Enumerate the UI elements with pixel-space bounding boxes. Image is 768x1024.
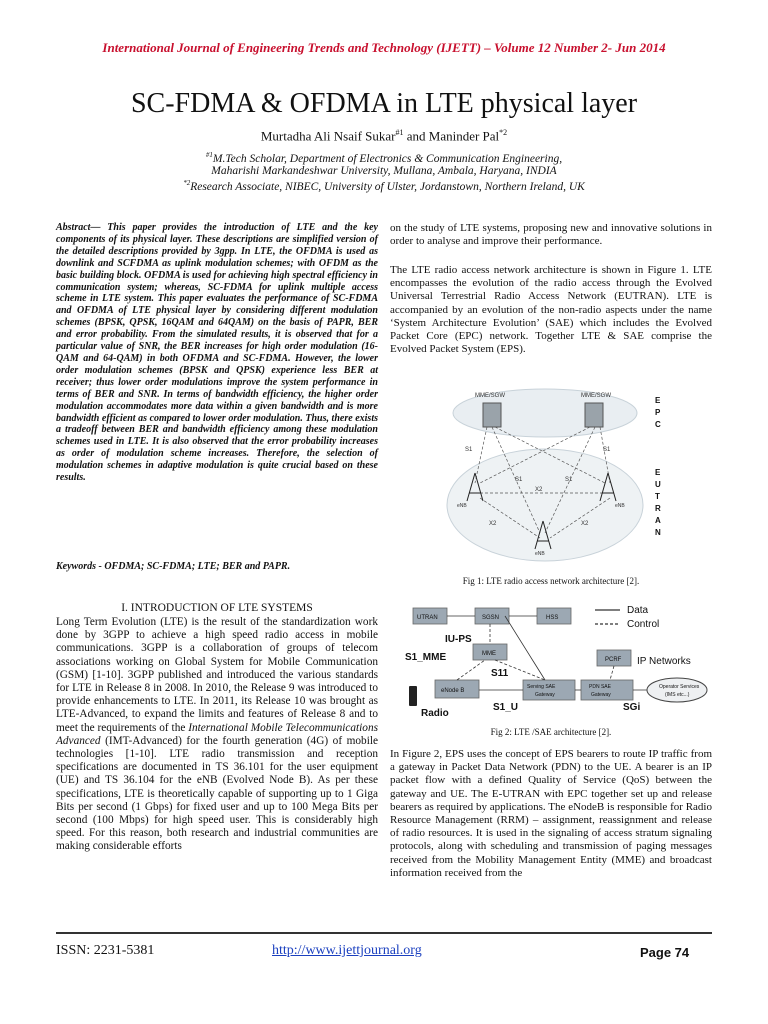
author-1: Murtadha Ali Nsaif Sukar bbox=[260, 128, 396, 144]
mme-label-1: MME/SGW bbox=[475, 393, 505, 399]
affiliation-1-text: M.Tech Scholar, Department of Electronics & Communication Engineering, bbox=[212, 152, 563, 165]
right-paragraph-architecture: The LTE radio access network architecture is shown in Figure 1. LTE encompasses the evolution of the radio access through the Evolved Universal Terrestrial Radio Access Network (EUTRAN). LTE is accompanied by an evolution of the non-radio aspects under the name ‘System Architecture Evolution’ (SAE) which includes the Evolved Packet Core (EPC) network. Together LTE & SAE comprise the Evolved Packet System (EPS). bbox=[390, 264, 712, 356]
epc-letter: E bbox=[655, 396, 661, 405]
right-paragraph-eps: In Figure 2, EPS uses the concept of EPS bearers to route IP traffic from a gateway in Packet Data Network (PDN) to the UE. A bearer is an IP packet flow with a defined Quality of Service (QoS) between the gateway and UE. The E-UTRAN with EPC together set up and release bearers as required by applications. The eNodeB is responsible for Radio Resource Management (RRM) – assignment, reassignment and release of radio resources. It is used in the signaling of access stratum signaling protocols, along with scheduling and transmission of paging messages received from the Mobility Management Entity (MME) and broadcast information received from the bbox=[390, 748, 712, 879]
mme-sgw-server-icon bbox=[483, 403, 501, 427]
eutran-letter: T bbox=[655, 492, 660, 501]
operator-label-1: Operator Services bbox=[659, 684, 700, 690]
mme-label-2: MME/SGW bbox=[581, 393, 611, 399]
journal-header: International Journal of Engineering Trends and Technology (IJETT) – Volume 12 Number 2- Jun 2014 bbox=[102, 40, 666, 55]
hss-label: HSS bbox=[546, 615, 559, 621]
s11-label: S11 bbox=[491, 668, 509, 679]
sgw-label-2: Gateway bbox=[535, 692, 555, 698]
utran-label: UTRAN bbox=[417, 615, 438, 621]
affiliation-2 bbox=[0, 179, 768, 193]
keywords: Keywords - OFDMA; SC-FDMA; LTE; BER and PAPR. bbox=[56, 561, 291, 572]
eutran-letter: A bbox=[655, 516, 661, 525]
figure-2-caption: Fig 2: LTE /SAE architecture [2]. bbox=[490, 727, 612, 737]
affiliation-1 bbox=[0, 151, 768, 165]
radio-label: Radio bbox=[421, 708, 449, 719]
sgw-label-1: Serving SAE bbox=[527, 684, 556, 690]
legend-control: Control bbox=[627, 619, 660, 630]
right-paragraph-continued: on the study of LTE systems, proposing new and innovative solutions in order to analyse and improve their performance. bbox=[390, 222, 712, 248]
footer-issn: ISSN: 2231-5381 bbox=[56, 943, 155, 958]
sgsn-label: SGSN bbox=[482, 615, 500, 621]
epc-letter: C bbox=[655, 420, 661, 429]
intro-paragraph bbox=[56, 616, 378, 854]
s1-label: S1 bbox=[603, 447, 611, 453]
intro-emphasis: International Mobile Telecommunications Advanced bbox=[56, 721, 379, 747]
pdn-label-2: Gateway bbox=[591, 692, 611, 698]
author-1-mark: #1 bbox=[395, 128, 404, 137]
paper-title: SC-FDMA & OFDMA in LTE physical layer bbox=[130, 88, 638, 119]
section-heading: I. INTRODUCTION OF LTE SYSTEMS bbox=[121, 602, 313, 614]
s1u-label: S1_U bbox=[493, 702, 519, 713]
eutran-letter: R bbox=[655, 504, 661, 513]
author-and: and bbox=[403, 128, 429, 144]
iups-label: IU-PS bbox=[445, 634, 472, 645]
s1-label: S1 bbox=[565, 477, 573, 483]
affiliation-2-mark: *2 bbox=[183, 179, 191, 187]
mme-sgw-server-icon bbox=[585, 403, 603, 427]
epc-letter: P bbox=[655, 408, 661, 417]
x2-label: X2 bbox=[581, 521, 589, 527]
author-2: Maninder Pal bbox=[428, 128, 500, 144]
figure-2-lte-sae-architecture bbox=[405, 600, 710, 720]
sgi-label: SGi bbox=[623, 702, 641, 713]
enb-label: eNB bbox=[535, 551, 545, 557]
footer-url-link[interactable]: http://www.ijettjournal.org bbox=[272, 943, 422, 958]
ip-networks-label: IP Networks bbox=[637, 656, 691, 667]
enodeb-label: eNode B bbox=[441, 688, 465, 694]
legend-data: Data bbox=[627, 605, 649, 616]
affiliation-2-text: Research Associate, NIBEC, University of Ulster, Jordanstown, Northern Ireland, UK bbox=[190, 180, 585, 193]
s1-label: S1 bbox=[465, 447, 473, 453]
eutran-letter: E bbox=[655, 468, 661, 477]
eutran-letter: N bbox=[655, 528, 661, 537]
s1mme-label: S1_MME bbox=[405, 652, 447, 663]
author-2-mark: *2 bbox=[499, 128, 508, 137]
abstract: Abstract— This paper provides the introduction of LTE and the key components of its physical layer. These descriptions are simplified version of the detailed descriptions provided by 3gpp. In LTE, the OFDMA is used as downlink and SCFDMA as uplink modulation schemes; with OFDM as the basic building block. OFDMA is used for achieving high spectral efficiency in communication system; whereas, SC-FDMA for uplink multiple access scheme in LTE system. This paper evaluates the performance of SC-FDMA and OFDMA of LTE physical layer by considering different modulation schemes (BPSK, QPSK, 16QAM and 64QAM) on the basis of PAPR, BER and error probability. From the simulated results, it is observed that for a particular value of SNR, the BER increases for high order modulation (16-QAM and 64-QAM) in both OFDMA and SC-FDMA. However, the lower order modulation schemes (BPSK and QPSK) experience less BER at receiver; thus lower order modulations improve the system performance in terms of BER and SNR. In terms of bandwidth efficiency, the higher order modulation accommodates more data within a given bandwidth and is more bandwidth efficient as compared to lower order modulation. Thus, there exists a tradeoff between BER and bandwidth efficiency among these modulation schemes used in LTE. It is also observed that the error probability increases as order of modulation scheme increases. Therefore, the selection of modulation schemes in adaptive modulation is quite crucial based on these results. bbox=[56, 222, 378, 484]
s1-label: S1 bbox=[515, 477, 523, 483]
phone-icon bbox=[409, 686, 417, 706]
intro-text-a: Long Term Evolution (LTE) is the result of the standardization work done by 3GPP to achieve a high speed radio access in mobile communications. 3GPP is a collaboration of groups of telecom associations working on Global System for Mobile Communication (GSM) [1-10]. 3GPP published and introduced the various standards for LTE in Release 8 in 2008. In 2010, the Release 9 was introduced to provide enhancements to LTE. In 2011, its Release 10 was brought as LTE-Advanced, to expand the limits and features of Release 8 and to meet the requirements of the bbox=[56, 616, 378, 734]
enb-label: eNB bbox=[615, 503, 625, 509]
mme-box-label: MME bbox=[482, 651, 496, 657]
figure-1-lte-architecture bbox=[445, 383, 675, 568]
authors bbox=[0, 128, 768, 144]
pcrf-label: PCRF bbox=[605, 657, 622, 663]
x2-label: X2 bbox=[535, 487, 543, 493]
eutran-letter: U bbox=[655, 480, 661, 489]
x2-label: X2 bbox=[489, 521, 497, 527]
footer-divider bbox=[56, 932, 712, 934]
page-number: Page 74 bbox=[640, 945, 690, 960]
figure-1-caption: Fig 1: LTE radio access network architecture [2]. bbox=[462, 576, 640, 586]
enb-label: eNB bbox=[457, 503, 467, 509]
intro-text-b: (IMT-Advanced) for the fourth generation (4G) of mobile technologies [1-10]. LTE radio transmission and reception specifications are documented in TS 36.101 for the user equipment (UE) and TS 36.104 for the eNB (Evolved Node B). As per these specifications, LTE is theoretically capable of supporting up to 1 Giga Bits per second (1 Gbps) for fixed user and up to 100 Mega Bits per second (100 Mbps) for high speed user. This is considerably high speed. For this reason, both research and industrial communities are making considerable efforts bbox=[56, 734, 378, 853]
affiliation-1b: Maharishi Markandeshwar University, Mullana, Ambala, Haryana, INDIA bbox=[211, 165, 557, 177]
operator-label-2: (IMS etc...) bbox=[665, 692, 690, 698]
affiliation-1-mark: #1 bbox=[205, 151, 213, 159]
pdn-label-1: PDN SAE bbox=[589, 684, 611, 690]
